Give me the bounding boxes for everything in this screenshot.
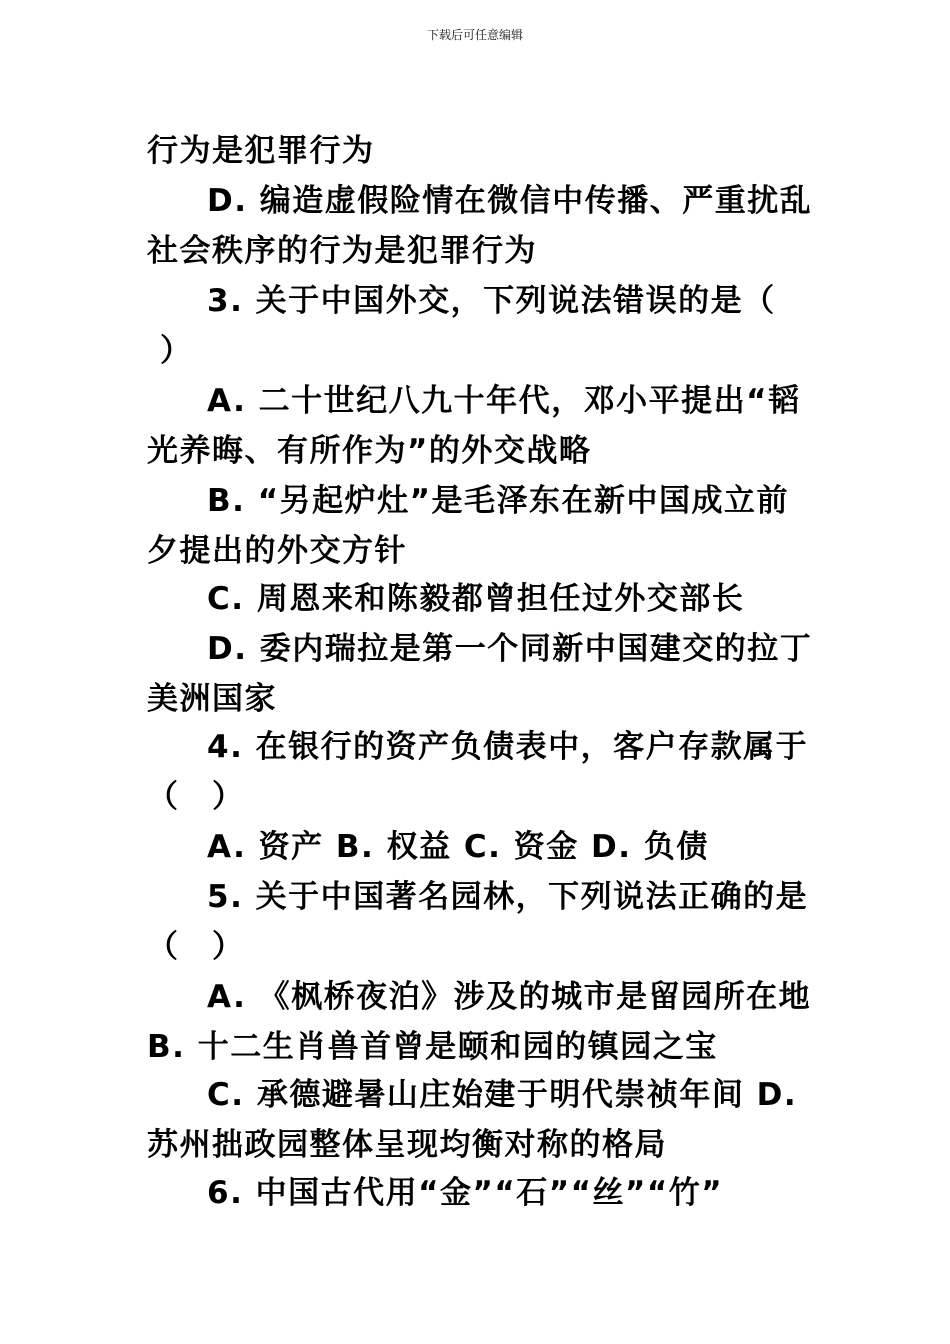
- question-4: 4. 在银行的资产负债表中，客户存款属于: [207, 729, 809, 765]
- question-6: 6. 中国古代用“金”“石”“丝”“竹”: [207, 1175, 724, 1211]
- option-b: B. “另起炉灶”是毛泽东在新中国成立前: [207, 483, 789, 519]
- text-line: （ ）: [147, 929, 245, 965]
- text-line: 社会秩序的行为是犯罪行为: [147, 233, 537, 269]
- text-line: ）: [160, 333, 193, 369]
- option-d: D. 委内瑞拉是第一个同新中国建交的拉丁: [207, 631, 813, 667]
- text-line: 苏州拙政园整体呈现均衡对称的格局: [147, 1127, 667, 1163]
- text-line: （ ）: [147, 779, 245, 815]
- option-a: A. 《枫桥夜泊》涉及的城市是留园所在地: [207, 979, 812, 1015]
- option-b: B. 十二生肖兽首曾是颐和园的镇园之宝: [147, 1029, 718, 1065]
- option-a: A. 二十世纪八九十年代，邓小平提出“韬: [207, 383, 801, 419]
- option-c: C. 承德避暑山庄始建于明代崇祯年间 D.: [207, 1077, 798, 1113]
- options-q4: A. 资产 B. 权益 C. 资金 D. 负债: [207, 829, 709, 865]
- question-5: 5. 关于中国著名园林，下列说法正确的是: [207, 879, 809, 915]
- text-line: D. 编造虚假险情在微信中传播、严重扰乱: [207, 183, 813, 219]
- text-line: 光养晦、有所作为”的外交战略: [147, 433, 592, 469]
- page-header: 下载后可任意编辑: [426, 28, 523, 42]
- option-c: C. 周恩来和陈毅都曾担任过外交部长: [207, 581, 745, 617]
- text-line: 夕提出的外交方针: [147, 533, 407, 569]
- text-line: 行为是犯罪行为: [147, 133, 375, 169]
- question-3: 3. 关于中国外交，下列说法错误的是（: [207, 283, 776, 319]
- text-line: 美洲国家: [147, 681, 277, 717]
